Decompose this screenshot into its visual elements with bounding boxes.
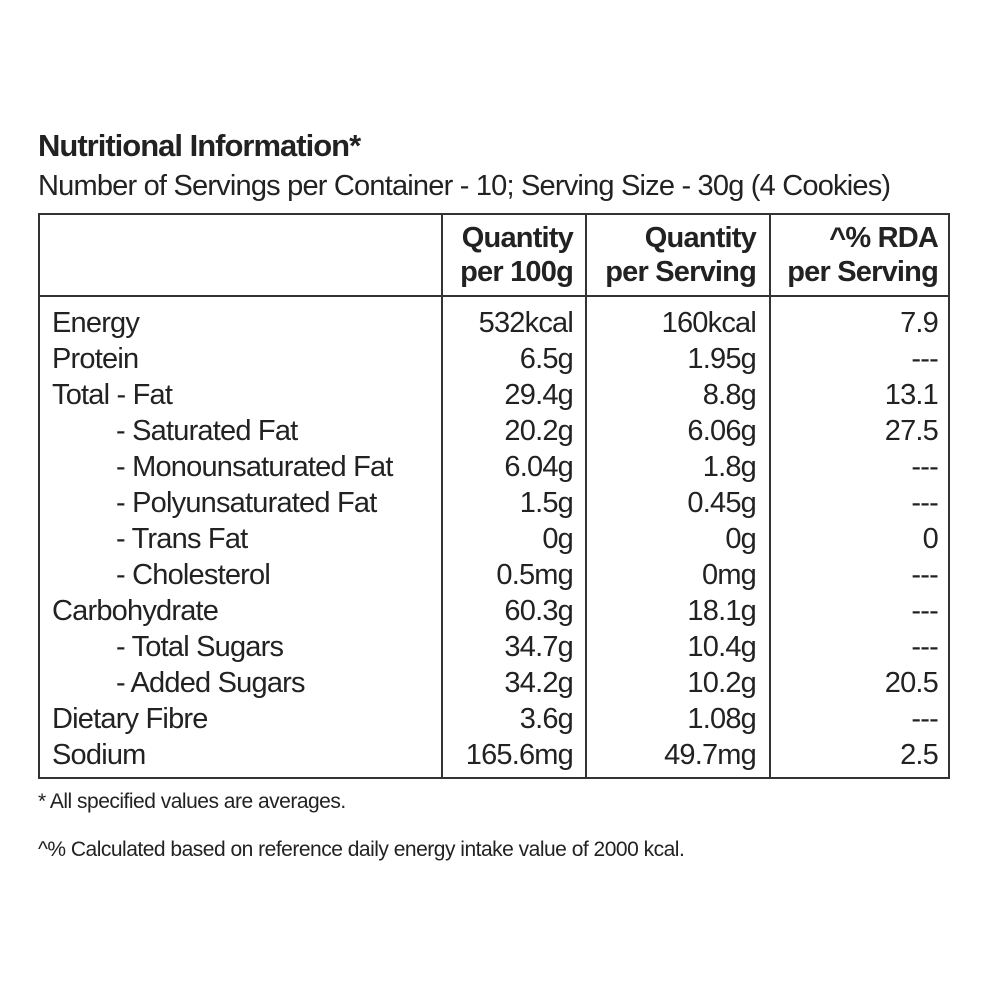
value-rda: 2.5 bbox=[900, 739, 938, 771]
header-per-100g bbox=[460, 221, 573, 289]
nutrient-name: - Monounsaturated Fat bbox=[116, 451, 393, 483]
value-per-serving: 6.06g bbox=[687, 415, 756, 447]
nutrient-name: - Saturated Fat bbox=[116, 415, 298, 447]
header-per-100g-line2: per 100g bbox=[460, 256, 573, 288]
nutrient-name: Protein bbox=[52, 343, 139, 375]
value-per-serving: 0mg bbox=[701, 559, 756, 591]
header-divider bbox=[40, 295, 948, 297]
table-row bbox=[40, 665, 948, 701]
header-per-serving-line1: Quantity bbox=[644, 222, 756, 254]
value-per-100g: 6.04g bbox=[504, 451, 573, 483]
value-rda: 0 bbox=[922, 523, 938, 555]
page-title: Nutritional Information* bbox=[38, 128, 361, 163]
nutrient-name: Carbohydrate bbox=[52, 595, 219, 627]
value-rda: 20.5 bbox=[884, 667, 938, 699]
nutrient-name: - Polyunsaturated Fat bbox=[116, 487, 377, 519]
value-per-serving: 18.1g bbox=[687, 595, 756, 627]
value-per-100g: 20.2g bbox=[504, 415, 573, 447]
nutrient-name: Dietary Fibre bbox=[52, 703, 208, 735]
value-per-serving: 160kcal bbox=[661, 307, 756, 339]
nutrient-name: - Added Sugars bbox=[116, 667, 305, 699]
table-row bbox=[40, 557, 948, 593]
nutrient-name: - Total Sugars bbox=[116, 631, 284, 663]
value-rda: 27.5 bbox=[884, 415, 938, 447]
value-per-100g: 532kcal bbox=[478, 307, 573, 339]
header-rda-line1: ^% RDA bbox=[829, 222, 938, 254]
footnote-averages: * All specified values are averages. bbox=[38, 790, 346, 813]
table-row bbox=[40, 737, 948, 773]
table-row bbox=[40, 521, 948, 557]
value-rda: --- bbox=[911, 595, 938, 627]
header-rda-line2: per Serving bbox=[787, 256, 938, 288]
value-per-100g: 1.5g bbox=[519, 487, 573, 519]
value-per-100g: 60.3g bbox=[504, 595, 573, 627]
value-rda: 13.1 bbox=[884, 379, 938, 411]
value-rda: 7.9 bbox=[900, 307, 938, 339]
value-per-serving: 1.8g bbox=[702, 451, 756, 483]
value-rda: --- bbox=[911, 703, 938, 735]
footnote-rda: ^% Calculated based on reference daily energy intake value of 2000 kcal. bbox=[38, 838, 685, 861]
header-rda bbox=[787, 221, 938, 289]
value-per-100g: 3.6g bbox=[519, 703, 573, 735]
nutrient-name: - Trans Fat bbox=[116, 523, 248, 555]
table-row bbox=[40, 701, 948, 737]
table-row bbox=[40, 341, 948, 377]
table-row bbox=[40, 305, 948, 341]
nutrient-name: Energy bbox=[52, 307, 140, 339]
table-row bbox=[40, 377, 948, 413]
value-per-100g: 165.6mg bbox=[465, 739, 573, 771]
header-per-100g-line1: Quantity bbox=[461, 222, 573, 254]
value-per-serving: 10.2g bbox=[687, 667, 756, 699]
value-per-serving: 1.95g bbox=[687, 343, 756, 375]
serving-info: Number of Servings per Container - 10; Serving Size - 30g (4 Cookies) bbox=[38, 170, 891, 202]
table-row bbox=[40, 593, 948, 629]
value-per-100g: 6.5g bbox=[519, 343, 573, 375]
value-per-serving: 10.4g bbox=[687, 631, 756, 663]
table-row bbox=[40, 485, 948, 521]
value-per-100g: 0.5mg bbox=[496, 559, 573, 591]
value-rda: --- bbox=[911, 559, 938, 591]
value-per-serving: 0g bbox=[725, 523, 756, 555]
nutrition-table bbox=[38, 213, 950, 779]
value-per-serving: 0.45g bbox=[687, 487, 756, 519]
value-rda: --- bbox=[911, 631, 938, 663]
value-per-100g: 29.4g bbox=[504, 379, 573, 411]
value-rda: --- bbox=[911, 487, 938, 519]
value-per-100g: 0g bbox=[542, 523, 573, 555]
value-rda: --- bbox=[911, 451, 938, 483]
table-row bbox=[40, 449, 948, 485]
value-per-100g: 34.2g bbox=[504, 667, 573, 699]
value-per-100g: 34.7g bbox=[504, 631, 573, 663]
nutrient-name: Total - Fat bbox=[52, 379, 173, 411]
value-per-serving: 49.7mg bbox=[664, 739, 756, 771]
value-per-serving: 8.8g bbox=[702, 379, 756, 411]
table-row bbox=[40, 629, 948, 665]
nutrient-name: Sodium bbox=[52, 739, 146, 771]
nutrient-name: - Cholesterol bbox=[116, 559, 270, 591]
value-per-serving: 1.08g bbox=[687, 703, 756, 735]
table-row bbox=[40, 413, 948, 449]
header-per-serving-line2: per Serving bbox=[605, 256, 756, 288]
value-rda: --- bbox=[911, 343, 938, 375]
header-per-serving bbox=[605, 221, 756, 289]
nutrition-rows bbox=[40, 305, 948, 773]
